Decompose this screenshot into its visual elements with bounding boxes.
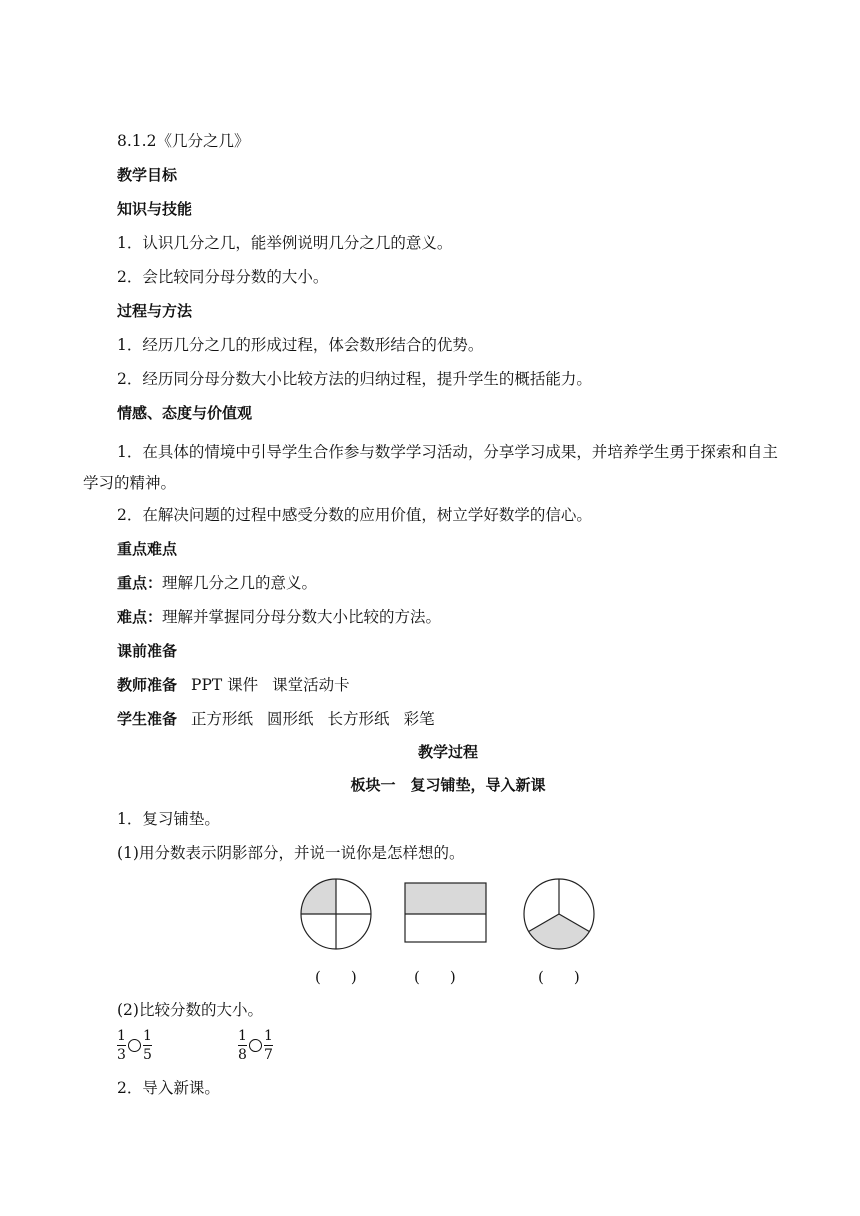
teacher-prep — [117, 675, 350, 695]
heading-goals: 教学目标 — [117, 166, 178, 184]
numerator: 1 — [143, 1028, 152, 1044]
shaded-figures — [300, 878, 600, 950]
circle-quarters-figure — [301, 879, 371, 949]
heading-key: 重点难点 — [117, 540, 178, 558]
review-subitem-1: (1)用分数表示阴影部分，并说一说你是怎样想的。 — [117, 844, 465, 862]
teacher-prep-item: PPT 课件 — [191, 676, 259, 694]
heading-prep: 课前准备 — [117, 642, 178, 660]
heading-knowledge: 知识与技能 — [117, 200, 193, 218]
key-point — [117, 573, 317, 593]
answer-blank: ( ) — [538, 968, 580, 986]
process-item-1: 1．经历几分之几的形成过程，体会数形结合的优势。 — [117, 336, 484, 354]
teacher-prep-label: 教师准备 — [117, 676, 178, 694]
knowledge-item-1: 1．认识几分之几，能举例说明几分之几的意义。 — [117, 234, 453, 252]
key-label: 重点： — [117, 574, 163, 592]
key-text: 理解几分之几的意义。 — [162, 574, 318, 592]
rectangle-halves-figure — [405, 883, 486, 942]
heading-emotion: 情感、态度与价值观 — [117, 404, 253, 422]
difficult-label: 难点： — [117, 608, 163, 626]
doc-title: 8.1.2《几分之几》 — [117, 132, 250, 150]
numerator: 1 — [264, 1028, 273, 1044]
answer-blank: ( ) — [315, 968, 357, 986]
block-one-title: 板块一 复习铺垫，导入新课 — [350, 776, 546, 794]
student-prep-item: 长方形纸 — [327, 710, 390, 728]
review-item-1: 1．复习铺垫。 — [117, 810, 220, 828]
student-prep-item: 圆形纸 — [267, 710, 314, 728]
difficult-point — [117, 607, 441, 627]
student-prep-item: 正方形纸 — [191, 710, 254, 728]
student-prep-label: 学生准备 — [117, 710, 178, 728]
compare-circle — [249, 1039, 262, 1052]
emotion-item-2: 2．在解决问题的过程中感受分数的应用价值，树立学好数学的信心。 — [117, 506, 592, 524]
numerator: 1 — [117, 1028, 126, 1044]
numerator: 1 — [238, 1028, 247, 1044]
process-item-2: 2．经历同分母分数大小比较方法的归纳过程，提升学生的概括能力。 — [117, 370, 592, 388]
denominator: 5 — [143, 1047, 152, 1063]
circle-thirds-figure — [524, 879, 594, 949]
review-subitem-2: (2)比较分数的大小。 — [117, 1001, 263, 1019]
student-prep-item: 彩笔 — [403, 710, 435, 728]
denominator: 3 — [117, 1047, 126, 1063]
process-title: 教学过程 — [417, 743, 478, 761]
student-prep — [117, 709, 435, 729]
review-item-2: 2．导入新课。 — [117, 1079, 220, 1097]
compare-circle — [128, 1039, 141, 1052]
denominator: 7 — [264, 1047, 273, 1063]
knowledge-item-2: 2．会比较同分母分数的大小。 — [117, 268, 329, 286]
difficult-text: 理解并掌握同分母分数大小比较的方法。 — [162, 608, 442, 626]
teacher-prep-item: 课堂活动卡 — [272, 676, 350, 694]
emotion-item-1: 1．在具体的情境中引导学生合作参与数学学习活动，分享学习成果，并培养学生勇于探索和自主学习的精神。 — [83, 443, 778, 492]
denominator: 8 — [238, 1047, 247, 1063]
rectangle-half-shaded — [405, 883, 486, 914]
heading-process: 过程与方法 — [117, 302, 193, 320]
circle-third-shaded — [529, 914, 590, 949]
answer-blank: ( ) — [414, 968, 456, 986]
